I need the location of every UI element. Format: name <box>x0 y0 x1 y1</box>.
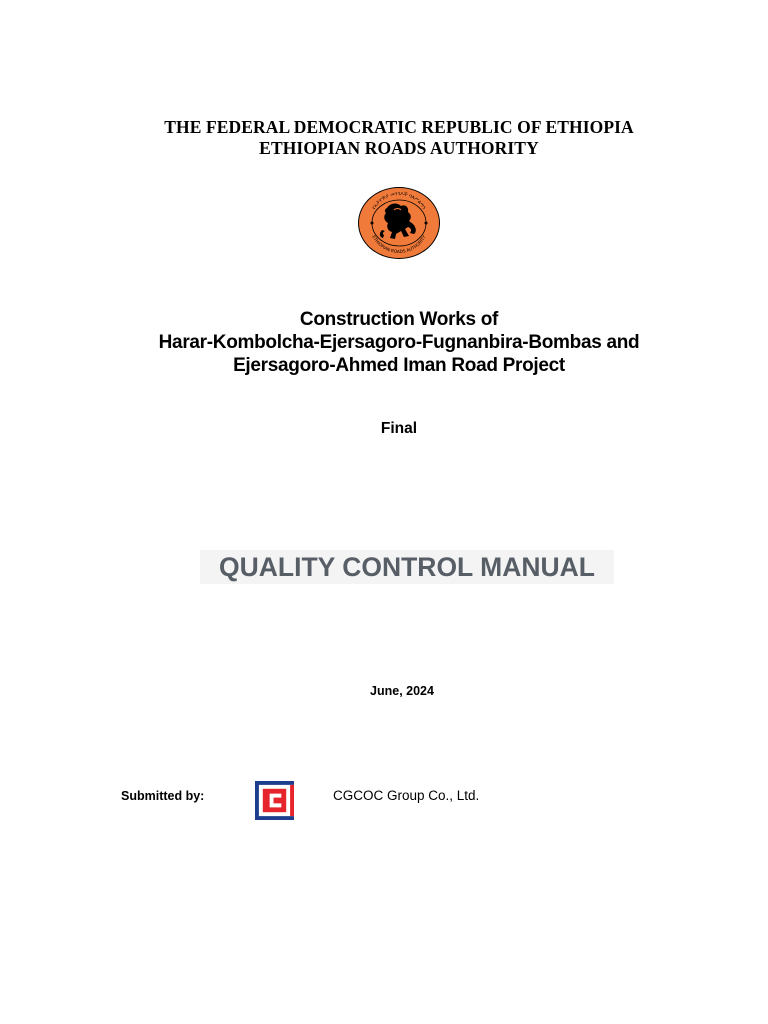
emblem-bottom-text: ETHIOPIAN ROADS AUTHORITY <box>370 234 428 256</box>
emblem-top-text: የኢትዮጵያ መንገዶች ባለሥልጣን <box>371 190 427 211</box>
document-header <box>0 117 768 159</box>
project-title-line-1: Construction Works of <box>299 309 499 330</box>
era-lion-emblem-icon <box>357 186 441 260</box>
authority-name: ETHIOPIAN ROADS AUTHORITY <box>259 138 539 158</box>
document-status: Final <box>380 420 418 437</box>
project-title <box>0 308 768 377</box>
company-name: CGCOC Group Co., Ltd. <box>333 788 480 803</box>
cgcoc-logo-icon <box>255 781 294 820</box>
submitted-by-label: Submitted by: <box>121 789 205 803</box>
country-name: THE FEDERAL DEMOCRATIC REPUBLIC OF ETHIOPIA <box>164 117 634 137</box>
project-title-line-3: Ejersagoro-Ahmed Iman Road Project <box>233 355 565 376</box>
project-title-line-2: Harar-Kombolcha-Ejersagoro-Fugnanbira-Bombas and <box>158 332 640 353</box>
document-date: June, 2024 <box>370 684 434 698</box>
manual-title: QUALITY CONTROL MANUAL <box>200 550 614 584</box>
